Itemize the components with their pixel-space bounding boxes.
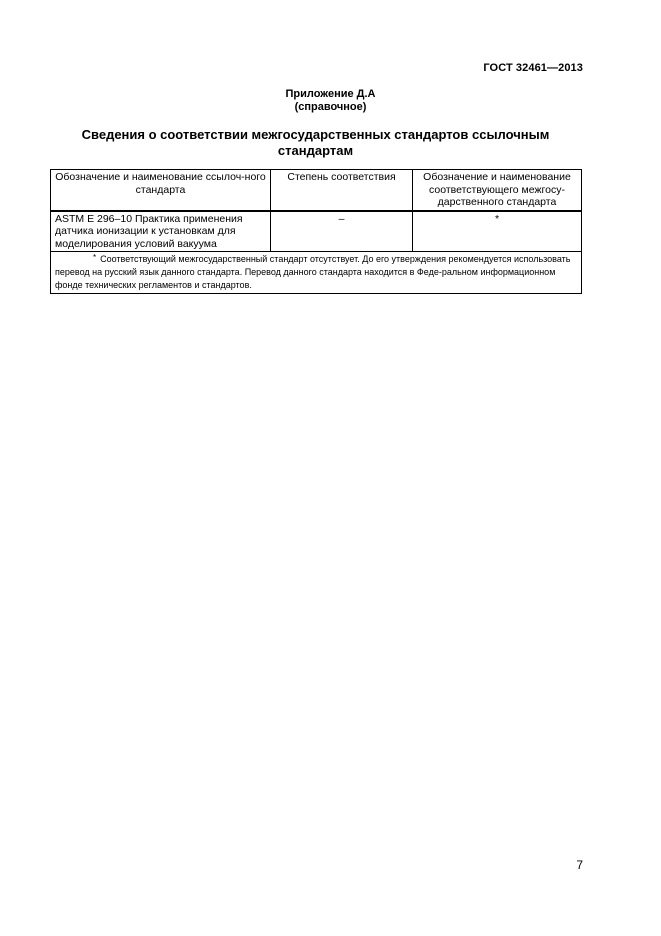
- table-row: [51, 211, 582, 252]
- column-header-reference: Обозначение и наименование ссылоч-ного стандарта: [51, 170, 271, 211]
- column-header-match: Обозначение и наименование соответствующего межгосу-дарственного стандарта: [413, 170, 582, 211]
- footnote-cell: [51, 252, 582, 294]
- page-number: 7: [576, 858, 583, 872]
- document-code: ГОСТ 32461—2013: [483, 62, 583, 74]
- annex-title: Приложение Д.А: [285, 88, 376, 100]
- table-header-row: [51, 170, 582, 211]
- annex-heading: [0, 88, 661, 114]
- section-title: Сведения о соответствии межгосударственных стандартов ссылочным стандартам: [81, 127, 550, 158]
- footnote-text: Соответствующий межгосударственный стандарт отсутствует. До его утверждения рекомендуется использовать перевод на русский язык данного стандарта. Перевод данного стандарта находится в Феде-ральном информационном фонде технических регламентов и стандартов.: [55, 254, 571, 290]
- annex-subtitle: (справочное): [294, 101, 367, 113]
- reference-standard-cell: ASTM E 296–10 Практика применения датчика ионизации к установкам для моделирования условий вакуума: [51, 211, 271, 252]
- degree-cell: –: [271, 211, 413, 252]
- column-header-degree: Степень соответствия: [271, 170, 413, 211]
- footnote-row: [51, 252, 582, 294]
- reference-standards-table: [50, 169, 582, 294]
- footnote-marker: *: [93, 253, 97, 262]
- match-cell: *: [413, 211, 582, 252]
